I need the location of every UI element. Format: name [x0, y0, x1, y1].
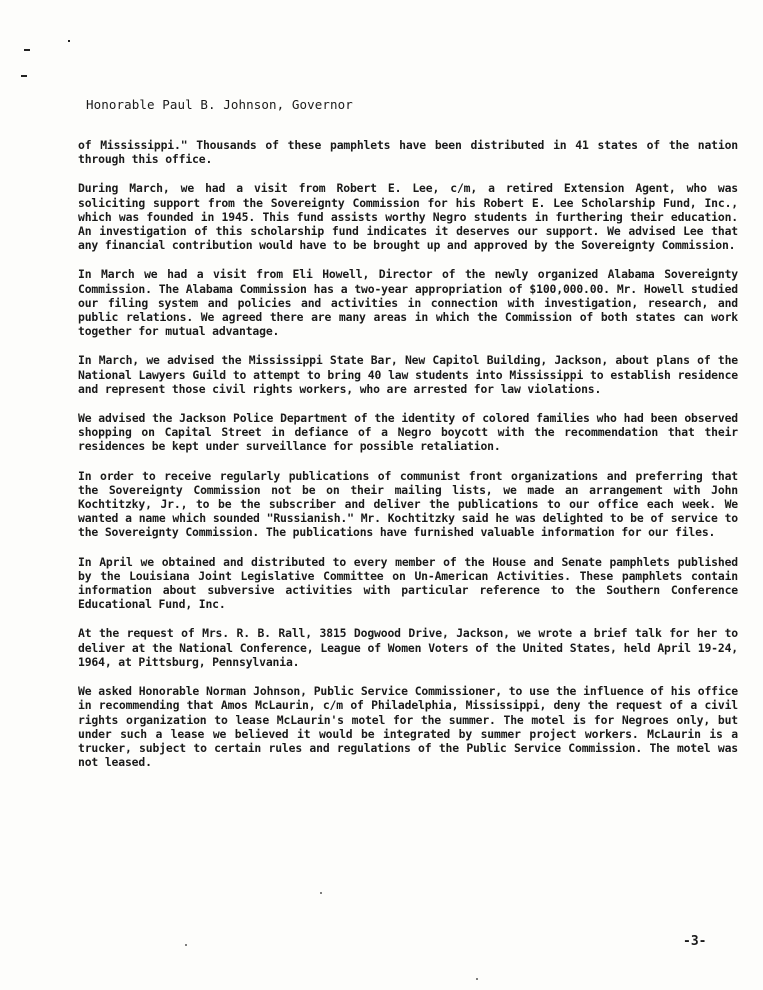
paragraph-state-bar: In March, we advised the Mississippi State Bar, New Capitol Building, Jackson, about plans of the National Lawyers Guild to attempt to bring 40 law students into Mississippi to establish residence and represent those civil rights workers, who are arrested for law violations.: [78, 353, 738, 396]
paragraph-norman-johnson: We asked Honorable Norman Johnson, Public Service Commissioner, to use the influence of his office in recommending that Amos McLaurin, c/m of Philadelphia, Mississippi, deny the request of a civil rights organization to lease McLaurin's motel for the summer. The motel is for Negroes only, but under such a lease we believed it would be integrated by summer project workers. McLaurin is a trucker, subject to certain rules and regulations of the Public Service Commission. The motel was not leased.: [78, 684, 738, 770]
scan-speck: [185, 944, 187, 946]
paragraph-robert-e-lee: During March, we had a visit from Robert E. Lee, c/m, a retired Extension Agent, who was soliciting support from the Sovereignty Commission for his Robert E. Lee Scholarship Fund, Inc., which was founded in 1945. This fund assists worthy Negro students in furthering their education. An investigation of this scholarship fund indicates it deserves our support. We advised Lee that any financial contribution would have to be brought up and approved by the Sovereignty Commission.: [78, 181, 738, 253]
page-number: -3-: [683, 934, 707, 949]
paragraph-jackson-police: We advised the Jackson Police Department of the identity of colored families who had been observed shopping on Capital Street in defiance of a Negro boycott with the recommendation that their residences be kept under surveillance for possible retaliation.: [78, 411, 738, 454]
paragraph-kochtitzky: In order to receive regularly publications of communist front organizations and preferring that the Sovereignty Commission not be on their mailing lists, we made an arrangement with John Kochtitzky, Jr., to be the subscriber and deliver the publications to our office each week. We wanted a name which sounded "Russianish." Mr. Kochtitzky said he was delighted to be of service to the Sovereignty Commission. The publications have furnished valuable information for our files.: [78, 468, 738, 540]
addressee-header: Honorable Paul B. Johnson, Governor: [86, 97, 353, 112]
margin-mark: [24, 49, 30, 51]
paragraph-mrs-rall: At the request of Mrs. R. B. Rall, 3815 Dogwood Drive, Jackson, we wrote a brief talk for her to deliver at the National Conference, League of Women Voters of the United States, held April 19-24, 1964, at Pittsburg, Pennsylvania.: [78, 626, 738, 669]
paragraph-eli-howell: In March we had a visit from Eli Howell, Director of the newly organized Alabama Sovereignty Commission. The Alabama Commission has a two-year appropriation of $100,000.00. Mr. Howell studied our filing system and policies and activities in connection with investigation, research, and public relations. We agreed there are many areas in which the Commission of both states can work together for mutual advantage.: [78, 267, 738, 339]
paragraph-pamphlets-distribution: of Mississippi." Thousands of these pamphlets have been distributed in 41 states of the nation through this office.: [78, 138, 738, 167]
scan-speck: [476, 978, 478, 980]
scan-speck: [320, 892, 322, 894]
paragraph-louisiana-pamphlets: In April we obtained and distributed to every member of the House and Senate pamphlets published by the Louisiana Joint Legislative Committee on Un-American Activities. These pamphlets contain information about subversive activities with particular reference to the Southern Conference Educational Fund, Inc.: [78, 554, 738, 612]
margin-mark: [21, 75, 27, 77]
letter-body: [78, 138, 738, 784]
margin-mark: [68, 40, 70, 42]
